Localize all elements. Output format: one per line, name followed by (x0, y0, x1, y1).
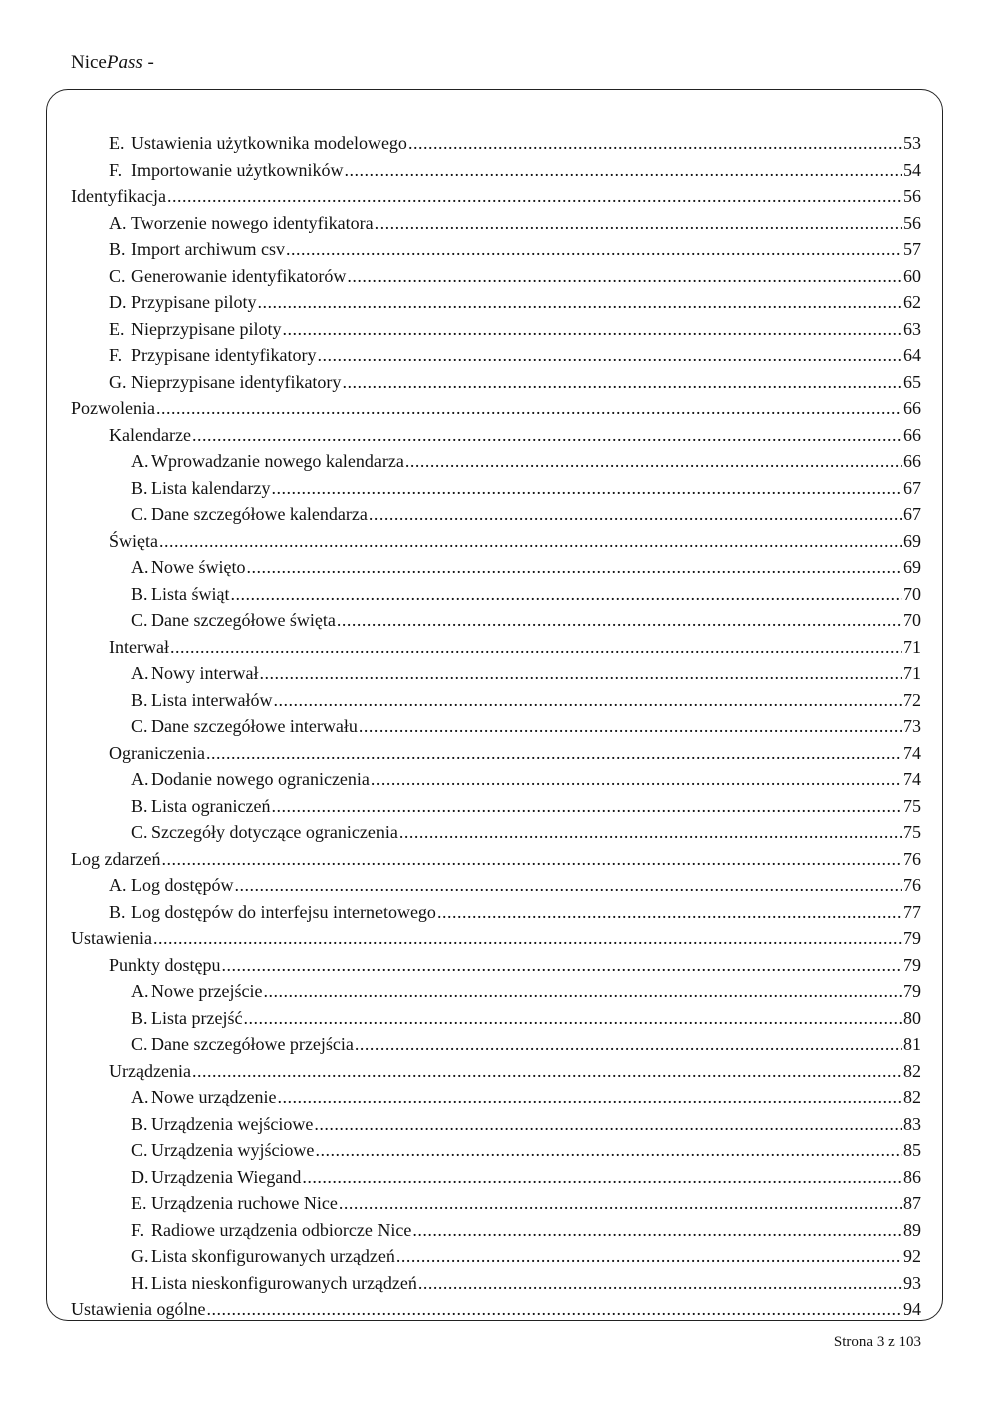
toc-entry-letter: G. (109, 371, 127, 392)
dot-leader (396, 1243, 902, 1270)
toc-entry-page: 56 (903, 212, 921, 233)
toc-entry-text: Wprowadzanie nowego kalendarza (151, 451, 404, 471)
toc-entry-title (109, 263, 346, 290)
toc-entry[interactable] (71, 687, 921, 714)
toc-entry-text: Lista przejść (151, 1007, 243, 1028)
toc-entry[interactable] (71, 1270, 921, 1297)
brand-plain: Nice (71, 52, 107, 73)
toc-entry-letter: E. (109, 318, 125, 339)
toc-entry[interactable] (71, 766, 921, 793)
dot-leader (344, 157, 902, 184)
dot-leader (369, 501, 902, 528)
toc-entry-letter: D. (109, 292, 127, 312)
toc-entry-page: 75 (903, 822, 921, 842)
toc-entry-title (109, 210, 374, 237)
toc-entry-page: 72 (903, 689, 921, 710)
toc-entry-text: Dane szczegółowe przejścia (151, 1034, 354, 1054)
toc-entry-text: Punkty dostępu (109, 954, 221, 975)
toc-entry[interactable] (71, 1296, 921, 1323)
toc-entry-page: 76 (903, 848, 921, 869)
toc-entry-title (131, 475, 270, 502)
toc-entry[interactable] (71, 1084, 921, 1111)
toc-entry-page: 63 (903, 318, 921, 339)
toc-entry-page: 77 (903, 901, 921, 922)
toc-entry[interactable] (71, 554, 921, 581)
toc-entry-text: Urządzenia wejściowe (151, 1113, 314, 1134)
toc-entry-letter: C. (131, 1140, 148, 1160)
toc-entry-text: Generowanie identyfikatorów (131, 265, 347, 286)
toc-entry-title (109, 342, 316, 369)
toc-entry[interactable] (71, 978, 921, 1005)
toc-entry-title (109, 157, 343, 184)
toc-entry-title (71, 846, 160, 873)
toc-entry-page: 80 (903, 1007, 921, 1028)
toc-entry-text: Lista kalendarzy (151, 477, 271, 498)
dot-leader (246, 554, 902, 581)
toc-entry-title (109, 899, 436, 926)
toc-entry-page: 65 (903, 371, 921, 392)
dot-leader (273, 687, 902, 714)
toc-entry-letter: H. (131, 1272, 149, 1293)
toc-entry-page: 73 (903, 716, 921, 736)
toc-entry-text: Urządzenia wyjściowe (151, 1140, 315, 1160)
toc-entry-letter: A. (131, 769, 149, 789)
toc-entry-page: 85 (903, 1140, 921, 1160)
toc-entry[interactable] (71, 501, 921, 528)
toc-entry-title (131, 687, 272, 714)
toc-entry-page: 94 (903, 1299, 921, 1319)
toc-entry-text: Ustawienia użytkownika modelowego (131, 133, 407, 153)
toc-entry-text: Dane szczegółowe interwału (151, 716, 358, 736)
toc-entry-letter: B. (131, 795, 148, 816)
toc-entry[interactable] (71, 819, 921, 846)
toc-entry[interactable] (71, 475, 921, 502)
toc-entry-text: Lista skonfigurowanych urządzeń (151, 1246, 395, 1266)
toc-entry-title (71, 183, 166, 210)
toc-entry-text: Importowanie użytkowników (131, 159, 344, 180)
toc-entry[interactable] (71, 1031, 921, 1058)
toc-entry-text: Święta (109, 530, 158, 551)
dot-leader (167, 183, 902, 210)
toc-entry-text: Nowe święto (151, 557, 246, 577)
brand-italic: Pass (106, 52, 143, 73)
toc-entry-page: 93 (903, 1272, 921, 1293)
dot-leader (263, 978, 902, 1005)
toc-entry-page: 60 (903, 265, 921, 286)
toc-entry-letter: C. (109, 265, 126, 286)
dot-leader (231, 581, 903, 608)
dot-leader (235, 872, 903, 899)
toc-entry-letter: C. (131, 716, 148, 736)
toc-entry-title (131, 793, 270, 820)
dot-leader (282, 316, 902, 343)
toc-entry-letter: B. (131, 1007, 148, 1028)
toc-entry-text: Tworzenie nowego identyfikatora (131, 212, 374, 233)
toc-entry-text: Dane szczegółowe kalendarza (151, 504, 368, 524)
toc-entry-page: 66 (903, 424, 921, 445)
toc-entry[interactable] (71, 581, 921, 608)
toc-entry[interactable] (71, 130, 921, 157)
toc-entry[interactable] (71, 634, 921, 661)
toc-entry[interactable] (71, 342, 921, 369)
page-number: Strona 3 z 103 (833, 1334, 921, 1350)
toc-entry[interactable] (71, 236, 921, 263)
dot-leader (337, 607, 902, 634)
toc-entry-title (131, 448, 404, 475)
dot-leader (347, 263, 902, 290)
toc-entry-text: Ograniczenia (109, 742, 205, 763)
toc-entry[interactable] (71, 713, 921, 740)
toc-entry[interactable] (71, 157, 921, 184)
toc-entry-title (131, 660, 258, 687)
toc-entry-text: Urządzenia (109, 1060, 191, 1081)
dot-leader (257, 289, 902, 316)
dot-leader (271, 475, 902, 502)
dot-leader (286, 236, 902, 263)
toc-entry-page: 75 (903, 795, 921, 816)
toc-entry[interactable] (71, 210, 921, 237)
toc-entry-letter: E. (109, 133, 125, 153)
toc-entry-text: Nieprzypisane piloty (131, 318, 282, 339)
dot-leader (192, 1058, 902, 1085)
toc-entry-title (131, 1243, 395, 1270)
toc-entry-title (109, 528, 158, 555)
toc-entry-text: Log dostępów do interfejsu internetowego (131, 901, 436, 922)
toc-entry[interactable] (71, 1190, 921, 1217)
toc-entry-text: Log zdarzeń (71, 848, 161, 869)
toc-entry-letter: G. (131, 1246, 149, 1266)
toc-entry[interactable] (71, 289, 921, 316)
toc-entry-text: Identyfikacja (71, 186, 166, 206)
toc-entry-title (131, 1217, 411, 1244)
toc-entry[interactable] (71, 1005, 921, 1032)
toc-entry-title (71, 395, 155, 422)
toc-entry[interactable] (71, 183, 921, 210)
toc-entry-text: Dane szczegółowe święta (151, 610, 336, 630)
toc-entry-title (109, 872, 234, 899)
brand-suffix: - (142, 52, 154, 73)
toc-entry-page: 89 (903, 1219, 921, 1240)
toc-entry-page: 57 (903, 239, 921, 259)
toc-entry-title (109, 369, 341, 396)
toc-entry-letter: A. (109, 212, 127, 233)
toc-entry[interactable] (71, 395, 921, 422)
toc-entry-title (131, 1111, 313, 1138)
toc-entry-page: 67 (903, 504, 921, 524)
toc-entry-text: Lista ograniczeń (151, 795, 271, 816)
toc-entry[interactable] (71, 528, 921, 555)
toc-entry[interactable] (71, 1111, 921, 1138)
toc-entry-title (131, 819, 398, 846)
toc-entry-page: 82 (903, 1087, 921, 1107)
toc-entry-title (109, 952, 221, 979)
toc-entry-title (131, 581, 230, 608)
toc-entry[interactable] (71, 952, 921, 979)
toc-entry[interactable] (71, 899, 921, 926)
toc-entry-title (71, 1296, 205, 1323)
toc-entry[interactable] (71, 263, 921, 290)
toc-entry-text: Przypisane identyfikatory (131, 345, 317, 365)
toc-entry-text: Nowe urządzenie (151, 1087, 277, 1107)
toc-entry-letter: B. (109, 239, 126, 259)
toc-entry-title (131, 766, 370, 793)
toc-entry-text: Import archiwum csv (131, 239, 285, 259)
dot-leader (192, 422, 902, 449)
dot-leader (408, 130, 902, 157)
toc-entry-title (109, 1058, 191, 1085)
toc-entry-page: 66 (903, 451, 921, 471)
toc-entry-page: 70 (903, 610, 921, 630)
dot-leader (277, 1084, 902, 1111)
toc-entry-letter: F. (109, 159, 123, 180)
toc-entry[interactable] (71, 925, 921, 952)
toc-entry-page: 81 (903, 1034, 921, 1054)
toc-entry-page: 62 (903, 292, 921, 312)
toc-entry-page: 70 (903, 583, 921, 604)
toc-entry[interactable] (71, 369, 921, 396)
toc-entry[interactable] (71, 422, 921, 449)
toc-entry-page: 71 (903, 636, 921, 657)
dot-leader (170, 634, 902, 661)
toc-entry-letter: A. (131, 1087, 149, 1107)
toc-entry-letter: C. (131, 610, 148, 630)
dot-leader (161, 846, 902, 873)
toc-entry-title (131, 1137, 314, 1164)
toc-entry-text: Lista świąt (151, 583, 230, 604)
toc-entry-letter: B. (131, 1113, 148, 1134)
toc-entry-letter: F. (131, 1219, 145, 1240)
toc-entry[interactable] (71, 316, 921, 343)
toc-entry[interactable] (71, 448, 921, 475)
toc-entry-title (131, 501, 368, 528)
toc-entry-title (109, 634, 169, 661)
toc-entry-text: Urządzenia Wiegand (151, 1166, 302, 1187)
toc-entry-text: Urządzenia ruchowe Nice (151, 1193, 338, 1213)
toc-entry[interactable] (71, 660, 921, 687)
toc-entry-title (131, 1270, 417, 1297)
dot-leader (222, 952, 902, 979)
toc-entry-page: 66 (903, 398, 921, 418)
toc-entry-letter: A. (131, 981, 149, 1001)
dot-leader (437, 899, 902, 926)
toc-entry-page: 86 (903, 1166, 921, 1187)
dot-leader (315, 1137, 902, 1164)
toc-entry-title (131, 607, 336, 634)
dot-leader (156, 395, 902, 422)
toc-entry-title (131, 1005, 242, 1032)
toc-entry[interactable] (71, 872, 921, 899)
toc-entry-page: 87 (903, 1193, 921, 1213)
dot-leader (342, 369, 902, 396)
toc-entry-text: Przypisane piloty (131, 292, 257, 312)
dot-leader (359, 713, 902, 740)
toc-entry-text: Radiowe urządzenia odbiorcze Nice (151, 1219, 412, 1240)
dot-leader (399, 819, 902, 846)
toc-entry-letter: D. (131, 1166, 149, 1187)
toc-entry-text: Ustawienia ogólne (71, 1299, 206, 1319)
toc-entry[interactable] (71, 793, 921, 820)
toc-entry[interactable] (71, 1164, 921, 1191)
toc-entry-title (131, 1190, 338, 1217)
toc-entry-page: 74 (903, 742, 921, 763)
toc-entry[interactable] (71, 1243, 921, 1270)
toc-entry-page: 71 (903, 663, 921, 683)
toc-entry-letter: A. (131, 451, 149, 471)
dot-leader (339, 1190, 902, 1217)
toc-entry[interactable] (71, 846, 921, 873)
page-header (71, 52, 154, 74)
toc-entry-title (131, 978, 262, 1005)
toc-entry-letter: B. (131, 689, 148, 710)
toc-entry-letter: A. (131, 557, 149, 577)
toc-entry-page: 56 (903, 186, 921, 206)
dot-leader (418, 1270, 902, 1297)
toc-entry-title (131, 1084, 276, 1111)
toc-entry-text: Lista interwałów (151, 689, 273, 710)
toc-entry-title (109, 422, 191, 449)
toc-entry-title (131, 713, 358, 740)
toc-entry-page: 79 (903, 981, 921, 1001)
toc-entry-title (71, 925, 152, 952)
toc-entry-title (109, 740, 205, 767)
toc-entry-page: 79 (903, 928, 921, 948)
toc-entry[interactable] (71, 1137, 921, 1164)
toc-entry-text: Interwał (109, 636, 169, 657)
toc-entry-text: Dodanie nowego ograniczenia (151, 769, 370, 789)
table-of-contents (71, 130, 921, 1323)
toc-entry-letter: B. (109, 901, 126, 922)
dot-leader (412, 1217, 902, 1244)
toc-entry-page: 83 (903, 1113, 921, 1134)
toc-entry-letter: F. (109, 345, 123, 365)
toc-entry-letter: C. (131, 1034, 148, 1054)
toc-entry-title (131, 1031, 354, 1058)
toc-entry-text: Pozwolenia (71, 398, 155, 418)
toc-entry-page: 69 (903, 557, 921, 577)
dot-leader (271, 793, 902, 820)
toc-entry-title (109, 236, 285, 263)
dot-leader (405, 448, 902, 475)
toc-entry-text: Szczegóły dotyczące ograniczenia (151, 822, 398, 842)
dot-leader (302, 1164, 902, 1191)
toc-entry-title (109, 130, 407, 157)
toc-entry-letter: E. (131, 1193, 147, 1213)
toc-entry-page: 92 (903, 1246, 921, 1266)
toc-entry-text: Nowe przejście (151, 981, 263, 1001)
toc-entry[interactable] (71, 740, 921, 767)
toc-entry-page: 82 (903, 1060, 921, 1081)
dot-leader (355, 1031, 902, 1058)
dot-leader (317, 342, 902, 369)
dot-leader (371, 766, 902, 793)
toc-entry[interactable] (71, 607, 921, 634)
toc-entry-letter: C. (131, 822, 148, 842)
toc-entry[interactable] (71, 1217, 921, 1244)
toc-entry-text: Nowy interwał (151, 663, 259, 683)
dot-leader (159, 528, 902, 555)
toc-entry-letter: C. (131, 504, 148, 524)
dot-leader (206, 740, 902, 767)
toc-entry-text: Ustawienia (71, 928, 152, 948)
toc-entry-page: 76 (903, 875, 921, 895)
toc-entry-page: 53 (903, 133, 921, 153)
dot-leader (259, 660, 902, 687)
toc-entry[interactable] (71, 1058, 921, 1085)
dot-leader (243, 1005, 902, 1032)
toc-entry-page: 79 (903, 954, 921, 975)
toc-entry-text: Lista nieskonfigurowanych urządzeń (151, 1272, 417, 1293)
toc-entry-page: 64 (903, 345, 921, 365)
dot-leader (375, 210, 902, 237)
dot-leader (153, 925, 902, 952)
toc-entry-page: 67 (903, 477, 921, 498)
toc-entry-text: Nieprzypisane identyfikatory (131, 371, 342, 392)
toc-entry-title (109, 316, 281, 343)
toc-entry-title (131, 1164, 301, 1191)
dot-leader (314, 1111, 902, 1138)
toc-entry-letter: B. (131, 477, 148, 498)
toc-entry-letter: A. (131, 663, 149, 683)
toc-entry-letter: B. (131, 583, 148, 604)
toc-entry-page: 54 (903, 159, 921, 180)
toc-entry-page: 74 (903, 769, 921, 789)
dot-leader (206, 1296, 902, 1323)
toc-entry-text: Log dostępów (131, 875, 234, 895)
toc-entry-letter: A. (109, 875, 127, 895)
toc-entry-text: Kalendarze (109, 424, 191, 445)
toc-entry-page: 69 (903, 530, 921, 551)
toc-entry-title (131, 554, 245, 581)
toc-entry-title (109, 289, 256, 316)
